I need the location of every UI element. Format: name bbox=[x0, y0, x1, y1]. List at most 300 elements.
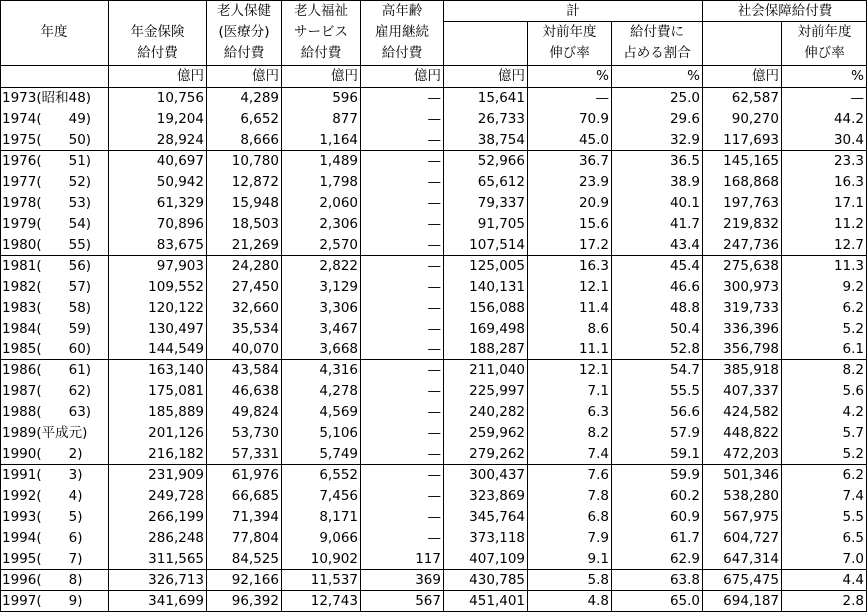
value-cell: 300,437 bbox=[469, 466, 525, 483]
value-cell: 1,164 bbox=[319, 131, 358, 148]
unit-cell: % bbox=[687, 68, 700, 85]
value-cell: 175,081 bbox=[148, 382, 204, 399]
header-pension-line2: 年金保険 bbox=[130, 24, 185, 41]
value-cell: 424,582 bbox=[723, 403, 779, 420]
header-elderly-health-line2: (医療分) bbox=[218, 24, 270, 41]
header-pension-line1 bbox=[109, 2, 206, 22]
column-divider bbox=[108, 0, 109, 612]
value-cell: 188,287 bbox=[469, 341, 525, 358]
value-cell: 168,868 bbox=[723, 173, 779, 190]
header-growth-line2: 伸び率 bbox=[549, 45, 590, 62]
value-cell: — bbox=[427, 152, 441, 169]
value-cell: 25.0 bbox=[669, 89, 700, 106]
value-cell: 8.2 bbox=[587, 424, 609, 441]
value-cell: 59.9 bbox=[669, 466, 700, 483]
value-cell: 185,889 bbox=[148, 403, 204, 420]
section-separator bbox=[0, 150, 867, 151]
value-cell: 2,306 bbox=[319, 215, 358, 232]
year-cell: 1995( 7) bbox=[2, 550, 83, 567]
value-cell: 83,675 bbox=[156, 236, 204, 253]
value-cell: 24,280 bbox=[231, 257, 279, 274]
value-cell: 17.2 bbox=[578, 236, 609, 253]
value-cell: 50.4 bbox=[669, 320, 700, 337]
value-cell: 163,140 bbox=[148, 361, 204, 378]
value-cell: 77,804 bbox=[231, 529, 279, 546]
value-cell: 169,498 bbox=[469, 320, 525, 337]
value-cell: 6.2 bbox=[842, 466, 864, 483]
value-cell: 65,612 bbox=[477, 173, 525, 190]
value-cell: 30.4 bbox=[833, 131, 864, 148]
value-cell: 5.7 bbox=[842, 424, 864, 441]
value-cell: — bbox=[427, 445, 441, 462]
value-cell: 17.1 bbox=[833, 194, 864, 211]
value-cell: 877 bbox=[332, 110, 358, 127]
value-cell: 120,122 bbox=[148, 299, 204, 316]
value-cell: 50,942 bbox=[156, 173, 204, 190]
column-divider bbox=[281, 0, 282, 612]
value-cell: 140,131 bbox=[469, 278, 525, 295]
value-cell: 336,396 bbox=[723, 320, 779, 337]
header-pension-line3: 給付費 bbox=[137, 45, 178, 62]
year-cell: 1991( 3) bbox=[2, 466, 83, 483]
header-growth-line1: 対前年度 bbox=[542, 24, 597, 41]
border-top bbox=[0, 0, 867, 1]
value-cell: 130,497 bbox=[148, 320, 204, 337]
value-cell: 216,182 bbox=[148, 445, 204, 462]
year-cell: 1990( 2) bbox=[2, 445, 83, 462]
value-cell: — bbox=[427, 403, 441, 420]
value-cell: 5.2 bbox=[842, 445, 864, 462]
value-cell: 11,537 bbox=[310, 571, 358, 588]
value-cell: 10,756 bbox=[156, 89, 204, 106]
value-cell: 40.1 bbox=[669, 194, 700, 211]
value-cell: 6.8 bbox=[587, 508, 609, 525]
value-cell: 12.1 bbox=[578, 278, 609, 295]
value-cell: 96,392 bbox=[231, 592, 279, 609]
value-cell: 8,666 bbox=[240, 131, 279, 148]
value-cell: 16.3 bbox=[833, 173, 864, 190]
value-cell: 7.6 bbox=[587, 466, 609, 483]
value-cell: — bbox=[427, 278, 441, 295]
value-cell: 21,269 bbox=[231, 236, 279, 253]
value-cell: 373,118 bbox=[469, 529, 525, 546]
value-cell: 61.7 bbox=[669, 529, 700, 546]
value-cell: 109,552 bbox=[148, 278, 204, 295]
value-cell: 501,346 bbox=[723, 466, 779, 483]
value-cell: 52.8 bbox=[669, 341, 700, 358]
year-cell: 1986( 61) bbox=[2, 361, 92, 378]
value-cell: 694,187 bbox=[723, 592, 779, 609]
column-divider bbox=[443, 0, 444, 612]
units-bottom bbox=[0, 87, 867, 88]
header-elderly-welfare-line3: 給付費 bbox=[300, 45, 342, 62]
value-cell: 43.4 bbox=[669, 236, 700, 253]
value-cell: 345,764 bbox=[469, 508, 525, 525]
value-cell: 65.0 bbox=[669, 592, 700, 609]
value-cell: 15,948 bbox=[231, 194, 279, 211]
value-cell: 247,736 bbox=[723, 236, 779, 253]
value-cell: 27,450 bbox=[231, 278, 279, 295]
value-cell: 448,822 bbox=[723, 424, 779, 441]
value-cell: 275,638 bbox=[723, 257, 779, 274]
value-cell: 4,289 bbox=[240, 89, 279, 106]
value-cell: 12.1 bbox=[578, 361, 609, 378]
value-cell: — bbox=[427, 236, 441, 253]
value-cell: 279,262 bbox=[469, 445, 525, 462]
value-cell: 6,552 bbox=[319, 466, 358, 483]
value-cell: 61,976 bbox=[231, 466, 279, 483]
year-cell: 1981( 56) bbox=[2, 257, 92, 274]
value-cell: — bbox=[850, 89, 864, 106]
value-cell: 57,331 bbox=[231, 445, 279, 462]
value-cell: 35,534 bbox=[231, 320, 279, 337]
value-cell: 38,754 bbox=[477, 131, 525, 148]
value-cell: 36.5 bbox=[669, 152, 700, 169]
value-cell: 1,489 bbox=[319, 152, 358, 169]
value-cell: 9.2 bbox=[842, 278, 864, 295]
header-total-line1 bbox=[444, 23, 527, 43]
column-divider bbox=[206, 0, 207, 612]
value-cell: — bbox=[427, 508, 441, 525]
value-cell: 44.2 bbox=[833, 110, 864, 127]
value-cell: 15,641 bbox=[477, 89, 525, 106]
header-employment-line1: 高年齢 bbox=[381, 3, 423, 20]
year-cell: 1997( 9) bbox=[2, 592, 83, 609]
value-cell: 107,514 bbox=[469, 236, 525, 253]
value-cell: 16.3 bbox=[578, 257, 609, 274]
value-cell: 2,822 bbox=[319, 257, 358, 274]
value-cell: 53,730 bbox=[231, 424, 279, 441]
year-cell: 1992( 4) bbox=[2, 487, 83, 504]
value-cell: 38.9 bbox=[669, 173, 700, 190]
column-divider bbox=[702, 0, 703, 612]
value-cell: — bbox=[427, 194, 441, 211]
value-cell: 4.4 bbox=[842, 571, 864, 588]
value-cell: 90,270 bbox=[731, 110, 779, 127]
value-cell: — bbox=[595, 89, 609, 106]
value-cell: 36.7 bbox=[578, 152, 609, 169]
value-cell: 60.2 bbox=[669, 487, 700, 504]
value-cell: 1,798 bbox=[319, 173, 358, 190]
unit-cell: 億円 bbox=[177, 68, 204, 85]
value-cell: — bbox=[427, 215, 441, 232]
value-cell: 9.1 bbox=[587, 550, 609, 567]
value-cell: 300,973 bbox=[723, 278, 779, 295]
year-cell: 1976( 51) bbox=[2, 152, 92, 169]
value-cell: 156,088 bbox=[469, 299, 525, 316]
value-cell: 211,040 bbox=[469, 361, 525, 378]
value-cell: 45.0 bbox=[578, 131, 609, 148]
value-cell: 6.1 bbox=[842, 341, 864, 358]
value-cell: 32.9 bbox=[669, 131, 700, 148]
value-cell: 5.8 bbox=[587, 571, 609, 588]
value-cell: 63.8 bbox=[669, 571, 700, 588]
value-cell: 11.3 bbox=[833, 257, 864, 274]
value-cell: 3,467 bbox=[319, 320, 358, 337]
unit-cell: 億円 bbox=[498, 68, 525, 85]
value-cell: 385,918 bbox=[723, 361, 779, 378]
year-cell: 1977( 52) bbox=[2, 173, 92, 190]
unit-cell: 億円 bbox=[331, 68, 358, 85]
unit-cell: 億円 bbox=[414, 68, 441, 85]
group-underline bbox=[703, 21, 867, 22]
year-cell: 1989(平成元) bbox=[2, 424, 88, 441]
year-cell: 1993( 5) bbox=[2, 508, 83, 525]
year-cell: 1983( 58) bbox=[2, 299, 92, 316]
value-cell: 92,166 bbox=[231, 571, 279, 588]
value-cell: 604,727 bbox=[723, 529, 779, 546]
value-cell: 43,584 bbox=[231, 361, 279, 378]
value-cell: 8.6 bbox=[587, 320, 609, 337]
border-left bbox=[0, 0, 1, 612]
value-cell: 26,733 bbox=[477, 110, 525, 127]
year-cell: 1978( 53) bbox=[2, 194, 92, 211]
value-cell: 57.9 bbox=[669, 424, 700, 441]
value-cell: 3,668 bbox=[319, 341, 358, 358]
value-cell: — bbox=[427, 89, 441, 106]
header-year: 年度 bbox=[40, 24, 68, 41]
value-cell: 144,549 bbox=[148, 341, 204, 358]
value-cell: 7.0 bbox=[842, 550, 864, 567]
value-cell: 41.7 bbox=[669, 215, 700, 232]
value-cell: — bbox=[427, 257, 441, 274]
value-cell: 7.8 bbox=[587, 487, 609, 504]
value-cell: — bbox=[427, 424, 441, 441]
value-cell: 5,106 bbox=[319, 424, 358, 441]
value-cell: 311,565 bbox=[148, 550, 204, 567]
unit-cell: 億円 bbox=[252, 68, 279, 85]
value-cell: 7.4 bbox=[842, 487, 864, 504]
value-cell: 117,693 bbox=[723, 131, 779, 148]
value-cell: 7.1 bbox=[587, 382, 609, 399]
value-cell: 79,337 bbox=[477, 194, 525, 211]
value-cell: 46,638 bbox=[231, 382, 279, 399]
value-cell: 430,785 bbox=[469, 571, 525, 588]
year-cell: 1985( 60) bbox=[2, 341, 92, 358]
value-cell: 4,316 bbox=[319, 361, 358, 378]
value-cell: 97,903 bbox=[156, 257, 204, 274]
value-cell: 84,525 bbox=[231, 550, 279, 567]
value-cell: 10,780 bbox=[231, 152, 279, 169]
year-cell: 1994( 6) bbox=[2, 529, 83, 546]
year-cell: 1982( 57) bbox=[2, 278, 92, 295]
value-cell: 52,966 bbox=[477, 152, 525, 169]
year-cell: 1980( 55) bbox=[2, 236, 92, 253]
year-cell: 1984( 59) bbox=[2, 320, 92, 337]
header-elderly-welfare-line2: サービス bbox=[294, 24, 348, 41]
value-cell: 249,728 bbox=[148, 487, 204, 504]
header-elderly-health-line1: 老人保健 bbox=[217, 3, 271, 20]
value-cell: 66,685 bbox=[231, 487, 279, 504]
value-cell: 46.6 bbox=[669, 278, 700, 295]
value-cell: 12.7 bbox=[833, 236, 864, 253]
value-cell: 40,697 bbox=[156, 152, 204, 169]
value-cell: 472,203 bbox=[723, 445, 779, 462]
value-cell: 4.8 bbox=[587, 592, 609, 609]
value-cell: 125,005 bbox=[469, 257, 525, 274]
value-cell: 6.5 bbox=[842, 529, 864, 546]
value-cell: 12,872 bbox=[231, 173, 279, 190]
unit-cell: % bbox=[851, 68, 864, 85]
section-separator bbox=[0, 590, 867, 591]
header-share-line2: 占める割合 bbox=[623, 45, 691, 62]
value-cell: 240,282 bbox=[469, 403, 525, 420]
value-cell: 567 bbox=[415, 592, 441, 609]
year-cell: 1974( 49) bbox=[2, 110, 92, 127]
value-cell: 45.4 bbox=[669, 257, 700, 274]
value-cell: 286,248 bbox=[148, 529, 204, 546]
header-share-line1: 給付費に bbox=[630, 24, 684, 41]
value-cell: — bbox=[427, 487, 441, 504]
header-elderly-welfare-line1: 老人福祉 bbox=[294, 3, 348, 20]
value-cell: 15.6 bbox=[578, 215, 609, 232]
value-cell: 7,456 bbox=[319, 487, 358, 504]
header-social-security-group: 社会保障給付費 bbox=[737, 3, 833, 20]
year-cell: 1988( 63) bbox=[2, 403, 92, 420]
value-cell: 55.5 bbox=[669, 382, 700, 399]
value-cell: — bbox=[427, 173, 441, 190]
section-separator bbox=[0, 255, 867, 256]
value-cell: 71,394 bbox=[231, 508, 279, 525]
value-cell: 4,569 bbox=[319, 403, 358, 420]
value-cell: 49,824 bbox=[231, 403, 279, 420]
value-cell: 369 bbox=[415, 571, 441, 588]
column-divider bbox=[527, 22, 528, 612]
value-cell: 323,869 bbox=[469, 487, 525, 504]
value-cell: 61,329 bbox=[156, 194, 204, 211]
value-cell: 32,660 bbox=[231, 299, 279, 316]
value-cell: 11.4 bbox=[578, 299, 609, 316]
header-employment-line2: 雇用継続 bbox=[375, 24, 429, 41]
value-cell: 4,278 bbox=[319, 382, 358, 399]
value-cell: 28,924 bbox=[156, 131, 204, 148]
header-elderly-health-line3: 給付費 bbox=[223, 45, 265, 62]
year-cell: 1996( 8) bbox=[2, 571, 83, 588]
value-cell: 2,570 bbox=[319, 236, 358, 253]
value-cell: 10,902 bbox=[310, 550, 358, 567]
value-cell: — bbox=[427, 466, 441, 483]
value-cell: 70.9 bbox=[578, 110, 609, 127]
value-cell: 201,126 bbox=[148, 424, 204, 441]
year-cell: 1975( 50) bbox=[2, 131, 92, 148]
column-divider bbox=[611, 22, 612, 612]
value-cell: 40,070 bbox=[231, 341, 279, 358]
value-cell: 2,060 bbox=[319, 194, 358, 211]
value-cell: 5.2 bbox=[842, 320, 864, 337]
value-cell: 70,896 bbox=[156, 215, 204, 232]
value-cell: 145,165 bbox=[723, 152, 779, 169]
value-cell: 54.7 bbox=[669, 361, 700, 378]
value-cell: 6.3 bbox=[587, 403, 609, 420]
value-cell: — bbox=[427, 131, 441, 148]
value-cell: 60.9 bbox=[669, 508, 700, 525]
value-cell: 23.3 bbox=[833, 152, 864, 169]
year-cell: 1973(昭和48) bbox=[2, 89, 92, 106]
column-divider bbox=[781, 22, 782, 612]
value-cell: 451,401 bbox=[469, 592, 525, 609]
value-cell: 11.1 bbox=[578, 341, 609, 358]
section-separator bbox=[0, 359, 867, 360]
value-cell: 62,587 bbox=[731, 89, 779, 106]
value-cell: 12,743 bbox=[310, 592, 358, 609]
column-divider bbox=[360, 0, 361, 612]
value-cell: 5.6 bbox=[842, 382, 864, 399]
section-separator bbox=[0, 569, 867, 570]
value-cell: 6.2 bbox=[842, 299, 864, 316]
value-cell: — bbox=[427, 529, 441, 546]
value-cell: 407,109 bbox=[469, 550, 525, 567]
header-total-group: 計 bbox=[566, 3, 580, 20]
value-cell: — bbox=[427, 110, 441, 127]
value-cell: — bbox=[427, 299, 441, 316]
value-cell: 219,832 bbox=[723, 215, 779, 232]
value-cell: 3,306 bbox=[319, 299, 358, 316]
value-cell: 18,503 bbox=[231, 215, 279, 232]
value-cell: — bbox=[427, 320, 441, 337]
header-employment-line3: 給付費 bbox=[381, 45, 423, 62]
value-cell: 647,314 bbox=[723, 550, 779, 567]
value-cell: 6,652 bbox=[240, 110, 279, 127]
value-cell: 259,962 bbox=[469, 424, 525, 441]
value-cell: 5.5 bbox=[842, 508, 864, 525]
unit-cell bbox=[0, 66, 109, 88]
section-separator bbox=[0, 464, 867, 465]
value-cell: 20.9 bbox=[578, 194, 609, 211]
value-cell: 356,798 bbox=[723, 341, 779, 358]
value-cell: — bbox=[427, 341, 441, 358]
value-cell: 62.9 bbox=[669, 550, 700, 567]
grid-line bbox=[528, 21, 529, 22]
value-cell: 225,997 bbox=[469, 382, 525, 399]
value-cell: 117 bbox=[415, 550, 441, 567]
value-cell: 56.6 bbox=[669, 403, 700, 420]
value-cell: 407,337 bbox=[723, 382, 779, 399]
value-cell: 231,909 bbox=[148, 466, 204, 483]
value-cell: 326,713 bbox=[148, 571, 204, 588]
value-cell: 319,733 bbox=[723, 299, 779, 316]
value-cell: 48.8 bbox=[669, 299, 700, 316]
value-cell: 596 bbox=[332, 89, 358, 106]
header-ss-growth-line1: 対前年度 bbox=[797, 24, 852, 41]
unit-cell: 億円 bbox=[752, 68, 779, 85]
header-bottom bbox=[0, 65, 867, 66]
value-cell: 23.9 bbox=[578, 173, 609, 190]
year-cell: 1987( 62) bbox=[2, 382, 92, 399]
value-cell: 675,475 bbox=[723, 571, 779, 588]
value-cell: 8.2 bbox=[842, 361, 864, 378]
value-cell: 341,699 bbox=[148, 592, 204, 609]
group-underline bbox=[444, 21, 702, 22]
value-cell: 3,129 bbox=[319, 278, 358, 295]
value-cell: 7.9 bbox=[587, 529, 609, 546]
value-cell: 266,199 bbox=[148, 508, 204, 525]
header-ss-growth-line2: 伸び率 bbox=[804, 45, 845, 62]
value-cell: — bbox=[427, 382, 441, 399]
value-cell: 538,280 bbox=[723, 487, 779, 504]
value-cell: 29.6 bbox=[669, 110, 700, 127]
value-cell: 9,066 bbox=[319, 529, 358, 546]
value-cell: 8,171 bbox=[319, 508, 358, 525]
year-cell: 1979( 54) bbox=[2, 215, 92, 232]
value-cell: 91,705 bbox=[477, 215, 525, 232]
value-cell: 567,975 bbox=[723, 508, 779, 525]
value-cell: 197,763 bbox=[723, 194, 779, 211]
value-cell: 5,749 bbox=[319, 445, 358, 462]
value-cell: 2.8 bbox=[842, 592, 864, 609]
value-cell: — bbox=[427, 361, 441, 378]
value-cell: 7.4 bbox=[587, 445, 609, 462]
value-cell: 59.1 bbox=[669, 445, 700, 462]
